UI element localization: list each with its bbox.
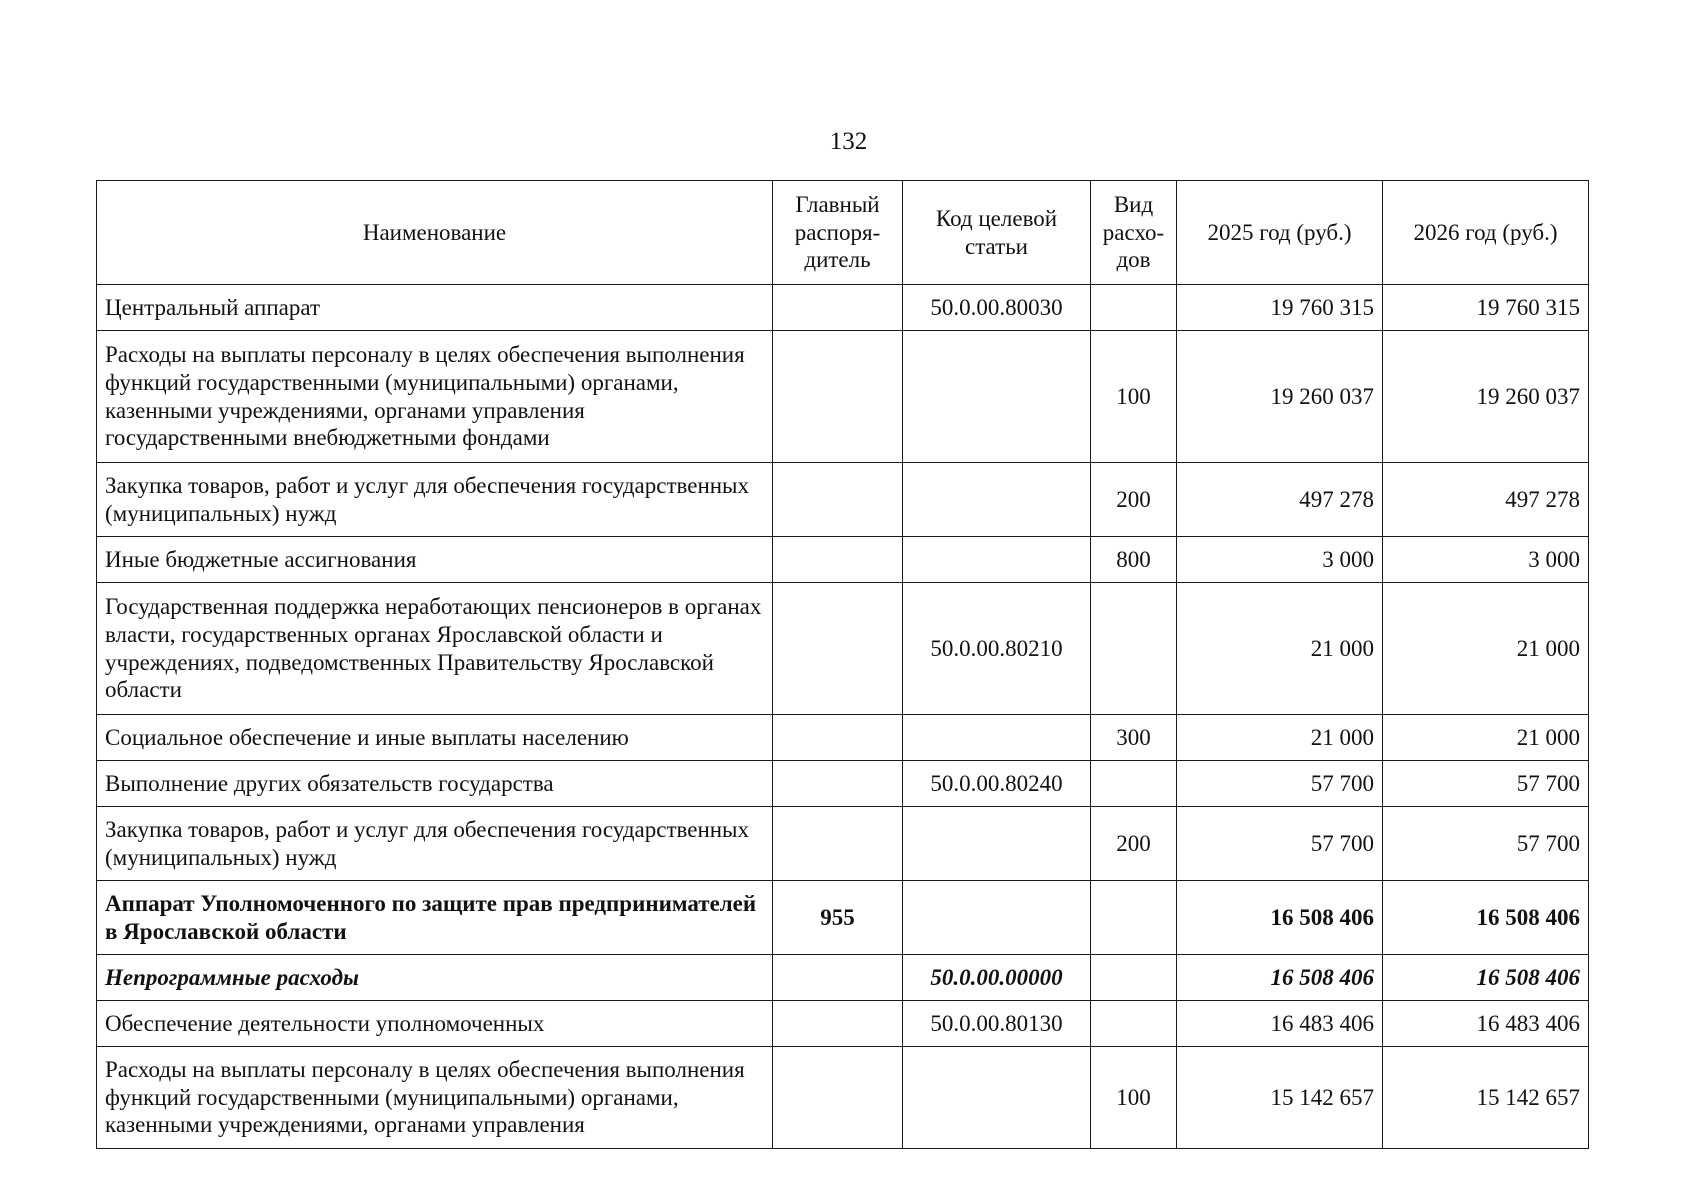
cell-manager [773, 807, 903, 881]
table-row [97, 955, 1589, 1001]
table-row [97, 463, 1589, 537]
page-number: 132 [829, 128, 868, 155]
cell-name: Выполнение других обязательств государства [97, 761, 773, 807]
table-row [97, 285, 1589, 331]
cell-code [903, 715, 1091, 761]
cell-name: Закупка товаров, работ и услуг для обеспечения государственных (муниципальных) нужд [97, 463, 773, 537]
cell-y2025: 19 260 037 [1177, 331, 1383, 463]
header-2025: 2025 год (руб.) [1177, 181, 1383, 285]
table-row [97, 1001, 1589, 1047]
cell-type [1091, 955, 1177, 1001]
cell-y2026: 497 278 [1383, 463, 1589, 537]
table-row [97, 761, 1589, 807]
cell-type [1091, 881, 1177, 955]
cell-type: 200 [1091, 807, 1177, 881]
cell-code [903, 1047, 1091, 1149]
cell-code [903, 881, 1091, 955]
cell-type: 200 [1091, 463, 1177, 537]
cell-name: Социальное обеспечение и иные выплаты населению [97, 715, 773, 761]
header-manager: Главный распоря-дитель [773, 181, 903, 285]
table-row [97, 537, 1589, 583]
header-type: Вид расхо-дов [1091, 181, 1177, 285]
table-row [97, 881, 1589, 955]
table-row [97, 715, 1589, 761]
cell-type: 300 [1091, 715, 1177, 761]
cell-type: 100 [1091, 1047, 1177, 1149]
cell-type [1091, 583, 1177, 715]
cell-manager [773, 463, 903, 537]
table-row [97, 331, 1589, 463]
table-row [97, 583, 1589, 715]
cell-y2025: 16 508 406 [1177, 881, 1383, 955]
cell-name: Непрограммные расходы [97, 955, 773, 1001]
cell-name: Государственная поддержка неработающих пенсионеров в органах власти, государственных органах Ярославской области и учреждениях, подведомственных Правительству Ярославской области [97, 583, 773, 715]
cell-code [903, 463, 1091, 537]
cell-y2026: 21 000 [1383, 715, 1589, 761]
cell-code: 50.0.00.80240 [903, 761, 1091, 807]
cell-y2025: 19 760 315 [1177, 285, 1383, 331]
cell-y2025: 57 700 [1177, 807, 1383, 881]
cell-y2026: 19 260 037 [1383, 331, 1589, 463]
table-row [97, 807, 1589, 881]
cell-name: Расходы на выплаты персоналу в целях обеспечения выполнения функций государственными (муниципальными) органами, казенными учреждениями, органами управления государственными внебюджетными фондами [97, 331, 773, 463]
cell-manager [773, 537, 903, 583]
header-row [97, 181, 1589, 285]
cell-y2026: 16 483 406 [1383, 1001, 1589, 1047]
cell-y2025: 21 000 [1177, 583, 1383, 715]
cell-code: 50.0.00.00000 [903, 955, 1091, 1001]
cell-manager [773, 955, 903, 1001]
cell-type: 800 [1091, 537, 1177, 583]
cell-name: Обеспечение деятельности уполномоченных [97, 1001, 773, 1047]
cell-name: Расходы на выплаты персоналу в целях обеспечения выполнения функций государственными (муниципальными) органами, казенными учреждениями, органами управления [97, 1047, 773, 1149]
cell-manager [773, 331, 903, 463]
cell-manager [773, 1047, 903, 1149]
cell-code [903, 537, 1091, 583]
cell-name: Центральный аппарат [97, 285, 773, 331]
cell-y2025: 57 700 [1177, 761, 1383, 807]
cell-y2026: 16 508 406 [1383, 955, 1589, 1001]
cell-manager [773, 285, 903, 331]
header-code: Код целевой статьи [903, 181, 1091, 285]
cell-manager [773, 1001, 903, 1047]
header-name: Наименование [97, 181, 773, 285]
cell-y2026: 15 142 657 [1383, 1047, 1589, 1149]
cell-y2026: 3 000 [1383, 537, 1589, 583]
cell-y2026: 16 508 406 [1383, 881, 1589, 955]
table-row [97, 1047, 1589, 1149]
table-body [97, 285, 1589, 1149]
cell-code [903, 807, 1091, 881]
cell-type: 100 [1091, 331, 1177, 463]
cell-code [903, 331, 1091, 463]
cell-type [1091, 1001, 1177, 1047]
header-2026: 2026 год (руб.) [1383, 181, 1589, 285]
cell-y2025: 16 508 406 [1177, 955, 1383, 1001]
cell-y2025: 21 000 [1177, 715, 1383, 761]
cell-code: 50.0.00.80210 [903, 583, 1091, 715]
cell-y2025: 15 142 657 [1177, 1047, 1383, 1149]
cell-y2026: 57 700 [1383, 761, 1589, 807]
cell-name: Иные бюджетные ассигнования [97, 537, 773, 583]
cell-manager [773, 761, 903, 807]
cell-y2025: 3 000 [1177, 537, 1383, 583]
cell-name: Закупка товаров, работ и услуг для обеспечения государственных (муниципальных) нужд [97, 807, 773, 881]
cell-y2025: 16 483 406 [1177, 1001, 1383, 1047]
cell-y2026: 19 760 315 [1383, 285, 1589, 331]
cell-y2026: 57 700 [1383, 807, 1589, 881]
cell-code: 50.0.00.80030 [903, 285, 1091, 331]
cell-name: Аппарат Уполномоченного по защите прав предпринимателей в Ярославской области [97, 881, 773, 955]
cell-code: 50.0.00.80130 [903, 1001, 1091, 1047]
cell-type [1091, 761, 1177, 807]
cell-manager: 955 [773, 881, 903, 955]
cell-manager [773, 583, 903, 715]
budget-table [96, 180, 1589, 1149]
cell-y2025: 497 278 [1177, 463, 1383, 537]
cell-manager [773, 715, 903, 761]
cell-type [1091, 285, 1177, 331]
cell-y2026: 21 000 [1383, 583, 1589, 715]
